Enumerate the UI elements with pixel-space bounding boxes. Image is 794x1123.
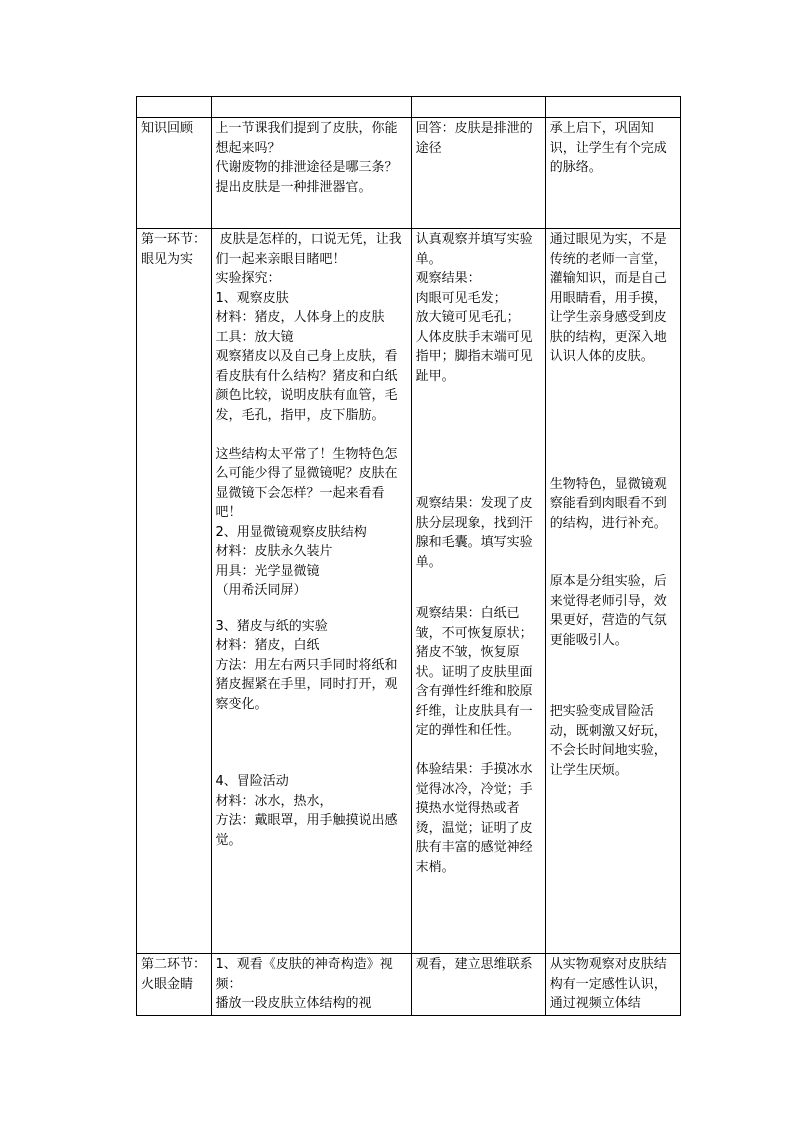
text-line: 实验探究： bbox=[215, 271, 281, 286]
text-line: 材料：皮肤永久装片 bbox=[215, 544, 333, 559]
stage-cell bbox=[137, 118, 212, 229]
text-line: 原本是分组实验，后来觉得老师引导，效果更好，营造的气氛更能吸引人。 bbox=[549, 574, 667, 648]
lesson-plan-table bbox=[136, 96, 681, 1016]
text-line: 材料：冰水，热水， bbox=[215, 793, 333, 809]
header-row bbox=[137, 97, 681, 118]
text-line: 这些结构太平常了！生物特色怎么可能少得了显微镜呢？皮肤在显微镜下会怎样？一起来看看吧！ bbox=[215, 446, 398, 520]
text-line: （用希沃同屏） bbox=[215, 583, 307, 598]
text-line: 观察猪皮以及自己身上皮肤，看看皮肤有什么结构？猪皮和白纸颜色比较，说明皮肤有血管，毛发，毛孔，指甲，皮下脂肪。 bbox=[215, 349, 398, 423]
table-row bbox=[137, 229, 681, 954]
text-line: 方法：戴眼罩，用手触摸说出感觉。 bbox=[215, 813, 398, 848]
text-line: 认真观察并填写实验单。 bbox=[415, 232, 533, 267]
design-intent-cell bbox=[545, 954, 680, 1016]
text-line: 2、用显微镜观察皮肤结构 bbox=[215, 524, 367, 540]
text-line: 体验结果：手摸冰水觉得冰冷，冷觉；手摸热水觉得热或者烫，温觉；证明了皮肤有丰富的感觉神经末梢。 bbox=[415, 762, 533, 875]
stage-label: 第二环节：火眼金睛 bbox=[141, 957, 207, 992]
text-line: 用具：光学显微镜 bbox=[215, 563, 320, 579]
text-line: 人体皮肤手末端可见指甲；脚指末端可见趾甲。 bbox=[415, 329, 533, 384]
text-line: 生物特色，显微镜观察能看到肉眼看不到的结构，进行补充。 bbox=[549, 476, 667, 531]
table-row bbox=[137, 954, 681, 1016]
text-line: 放大镜可见毛孔； bbox=[415, 310, 520, 325]
header-cell bbox=[411, 97, 545, 118]
stage-label: 知识回顾 bbox=[141, 121, 194, 136]
text-line: 把实验变成冒险活动，既刺激又好玩，不会长时间地实验，让学生厌烦。 bbox=[549, 704, 667, 778]
stage-cell bbox=[137, 954, 212, 1016]
text-line: 观察结果：白纸已皱，不可恢复原状；猪皮不皱，恢复原状。证明了皮肤里面含有弹性纤维和胶原纤维，让皮肤具有一定的弹性和任性。 bbox=[415, 606, 533, 738]
student-activity-cell bbox=[411, 118, 545, 229]
design-intent-cell bbox=[545, 229, 680, 954]
text-line: 皮肤是怎样的，口说无凭，让我们一起来亲眼目睹吧！ bbox=[215, 232, 402, 267]
header-cell bbox=[545, 97, 680, 118]
text-line: 通过眼见为实，不是传统的老师一言堂，灌输知识，而是自己用眼睛看，用手摸，让学生亲身感受到皮肤的结构，更深入地认识人体的皮肤。 bbox=[549, 232, 667, 364]
text-line: 1、观察皮肤 bbox=[215, 290, 289, 306]
text-line: 3、猪皮与纸的实验 bbox=[215, 618, 328, 634]
text-line: 观察结果：发现了皮肤分层现象，找到汗腺和毛囊。填写实验单。 bbox=[415, 496, 533, 570]
text-line: 承上启下，巩固知识，让学生有个完成的脉络。 bbox=[549, 121, 667, 175]
text-line: 材料：猪皮，白纸 bbox=[215, 638, 320, 653]
text-line: 肉眼可见毛发； bbox=[415, 290, 507, 306]
text-line: 从实物观察对皮肤结构有一定感性认识，通过视频立体结 bbox=[549, 957, 667, 1011]
text-line: 上一节课我们提到了皮肤，你能想起来吗？ bbox=[215, 121, 398, 156]
text-line: 提出皮肤是一种排泄器官。 bbox=[215, 179, 372, 195]
text-line: 4、冒险活动 bbox=[215, 774, 289, 789]
text-line: 观察结果： bbox=[415, 271, 481, 286]
text-line: 材料：猪皮，人体身上的皮肤 bbox=[215, 310, 385, 325]
table-row bbox=[137, 118, 681, 229]
text-line: 播放一段皮肤立体结构的视 bbox=[215, 996, 372, 1011]
text-line: 代谢废物的排泄途径是哪三条？ bbox=[215, 160, 398, 175]
text-line: 1、观看《皮肤的神奇构造》视频： bbox=[215, 957, 393, 992]
teacher-activity-cell bbox=[211, 229, 411, 954]
stage-label: 第一环节：眼见为实 bbox=[141, 232, 207, 267]
design-intent-cell bbox=[545, 118, 680, 229]
student-activity-cell bbox=[411, 229, 545, 954]
teacher-activity-cell bbox=[211, 118, 411, 229]
text-line: 观看，建立思维联系 bbox=[415, 957, 533, 972]
header-cell bbox=[137, 97, 212, 118]
student-activity-cell bbox=[411, 954, 545, 1016]
text-line: 方法：用左右两只手同时将纸和猪皮握紧在手里，同时打开，观察变化。 bbox=[215, 657, 398, 712]
stage-cell bbox=[137, 229, 212, 954]
teacher-activity-cell bbox=[211, 954, 411, 1016]
text-line: 回答：皮肤是排泄的途径 bbox=[415, 121, 533, 156]
text-line: 工具：放大镜 bbox=[215, 329, 294, 345]
header-cell bbox=[211, 97, 411, 118]
